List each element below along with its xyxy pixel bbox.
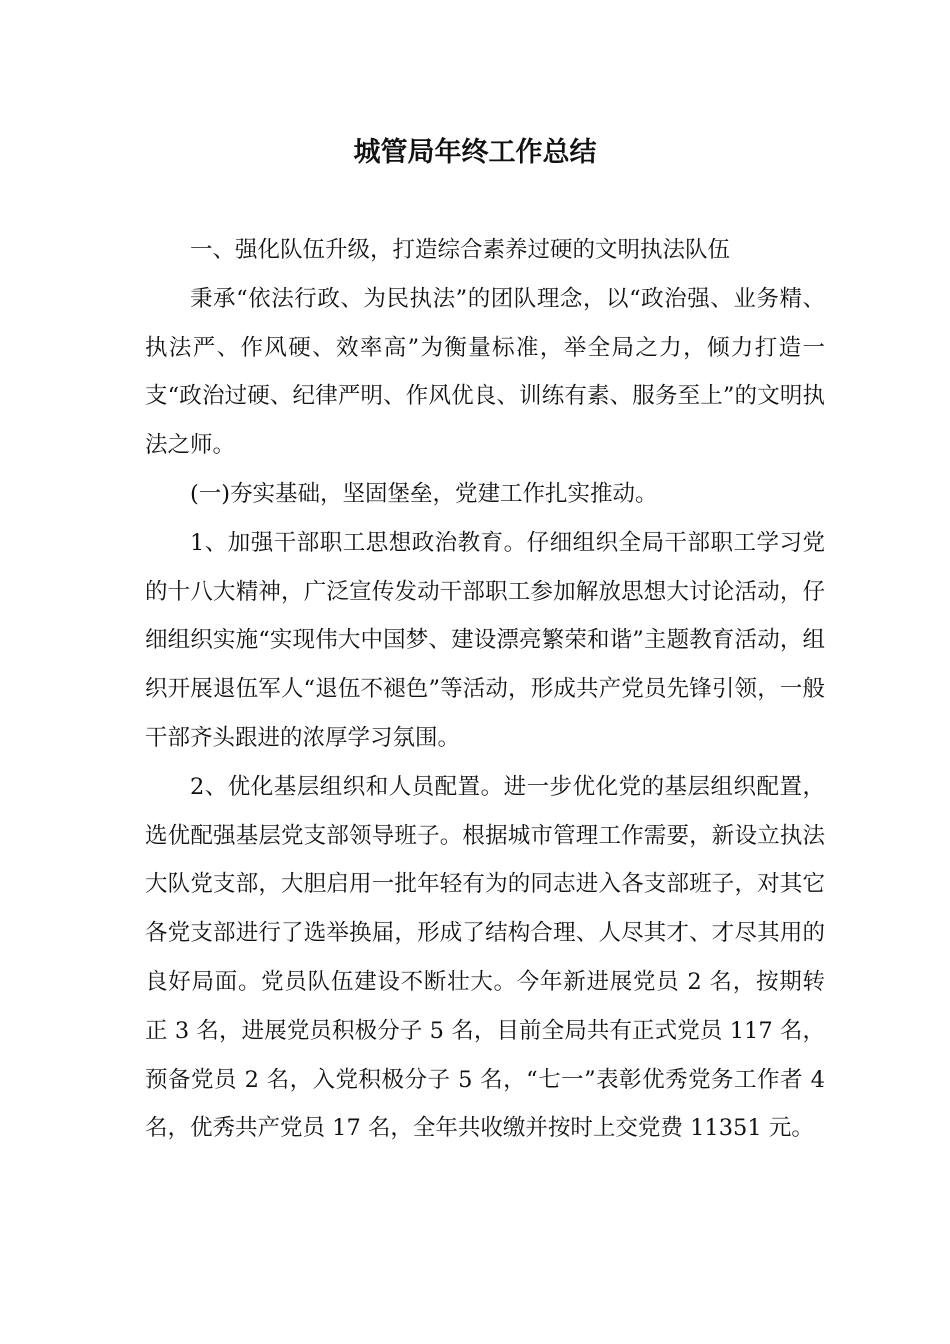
section-heading: 一、强化队伍升级，打造综合素养过硬的文明执法队伍 [190, 237, 731, 263]
body-paragraph: 2、优化基层组织和人员配置。进一步优化党的基层组织配置，选优配强基层党支部领导班子。根据城市管理工作需要，新设立执法大队党支部，大胆启用一批年轻有为的同志进入各支部班子，对其它各党支部进行了选举换届，形成了结构合理、人尽其才、才尽其用的良好局面。党员队伍建设不断壮大。今年新进展党员 2 名，按期转正 3 名，进展党员积极分子 5 名，目前全局共有正式党员 117 名，预备党员 2 名，入党积极分子 5 名，“七一”表彰优秀党务工作者 4 名，优秀共产党员 17 名，全年共收缴并按时上交党费 11351 元。 [145, 773, 825, 1142]
body-paragraph: 1、加强干部职工思想政治教育。仔细组织全局干部职工学习党的十八大精神，广泛宣传发动干部职工参加解放思想大讨论活动，仔细组织实施“实现伟大中国梦、建设漂亮繁荣和谐”主题教育活动，组织开展退伍军人“退伍不褪色”等活动，形成共产党员先锋引领，一般干部齐头跟进的浓厚学习氛围。 [145, 529, 825, 751]
subsection-heading: (一)夯实基础，坚固堡垒，党建工作扎实推动。 [190, 480, 658, 507]
document-title: 城管局年终工作总结 [353, 137, 597, 168]
body-paragraph: 秉承“依法行政、为民执法”的团队理念，以“政治强、业务精、执法严、作风硬、效率高”为衡量标准，举全局之力，倾力打造一支“政治过硬、纪律严明、作风优良、训练有素、服务至上”的文明执法之师。 [145, 285, 825, 459]
document-body [145, 226, 825, 1153]
